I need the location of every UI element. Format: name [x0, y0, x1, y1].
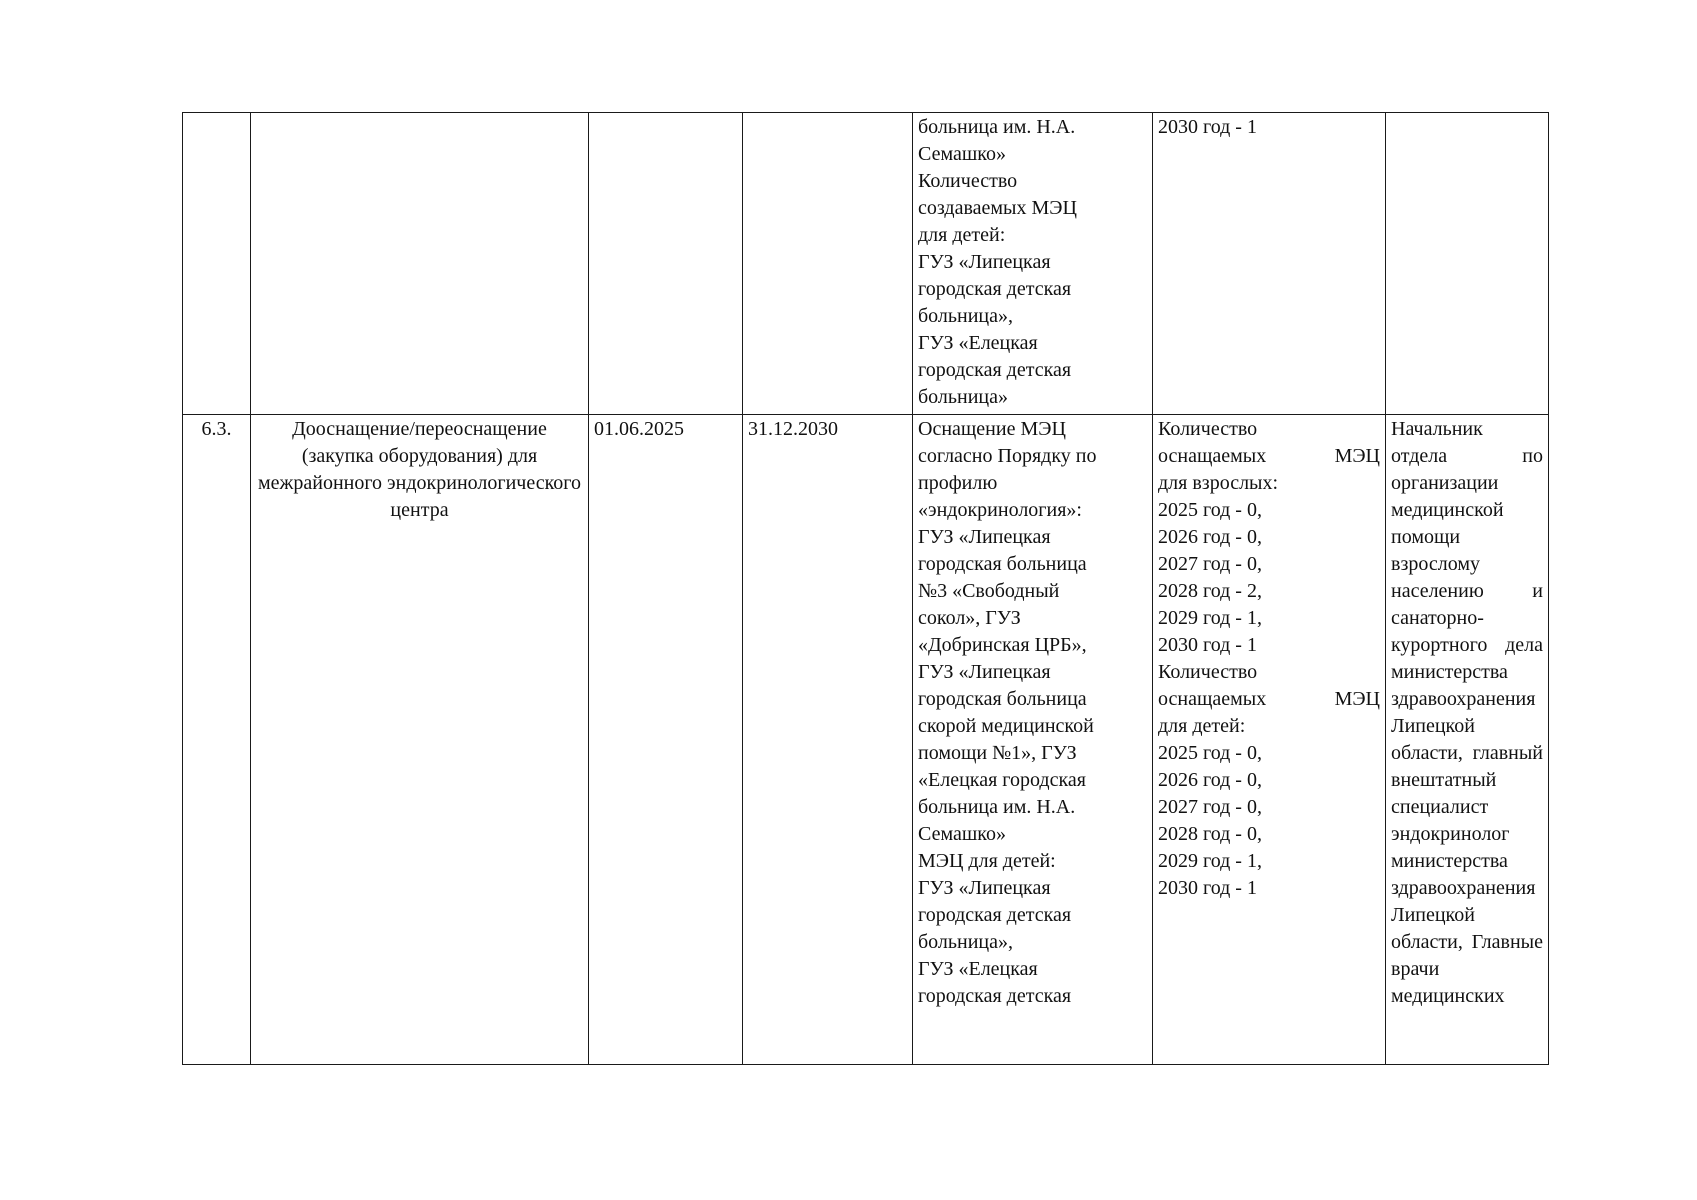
children-label-line-3: для детей: [1158, 715, 1246, 737]
measures-table [182, 112, 1549, 1065]
activity-cell [251, 113, 589, 415]
children-label-line-1 [1158, 659, 1380, 686]
children-label-word: оснащаемых [1158, 688, 1267, 710]
indicators-cell: 2030 год - 1 [1153, 113, 1386, 415]
row-number-cell: 6.3. [183, 415, 251, 1065]
children-label-line-2 [1158, 686, 1380, 713]
adults-label-line-2 [1158, 443, 1380, 470]
adults-label-text: Количество [1158, 418, 1258, 440]
description-cell: больница им. Н.А. Семашко» Количество создаваемых МЭЦ для детей: ГУЗ «Липецкая городская детская больница», ГУЗ «Елецкая городская детская больница» [913, 113, 1153, 415]
children-years: 2025 год - 0, 2026 год - 0, 2027 год - 0, 2028 год - 0, 2029 год - 1, 2030 год - 1 [1158, 742, 1262, 899]
start-date-cell [589, 113, 743, 415]
activity-cell: Дооснащение/переоснащение (закупка оборудования) для межрайонного эндокринологического центра [251, 415, 589, 1065]
adults-label-line-3: для взрослых: [1158, 472, 1279, 494]
indicators-cell [1153, 415, 1386, 1065]
end-date-cell: 31.12.2030 [743, 415, 913, 1065]
adults-label-line-1 [1158, 416, 1380, 443]
start-date-cell: 01.06.2025 [589, 415, 743, 1065]
adults-years: 2025 год - 0, 2026 год - 0, 2027 год - 0, 2028 год - 2, 2029 год - 1, 2030 год - 1 [1158, 499, 1262, 656]
children-label-text: Количество [1158, 661, 1258, 683]
children-label-abbr: МЭЦ [1334, 688, 1380, 710]
adults-label-abbr: МЭЦ [1334, 445, 1380, 467]
adults-label-word: оснащаемых [1158, 445, 1267, 467]
end-date-cell [743, 113, 913, 415]
table-row [183, 415, 1549, 1065]
table-row [183, 113, 1549, 415]
description-cell: Оснащение МЭЦ согласно Порядку по профилю «эндокринология»: ГУЗ «Липецкая городская больница №3 «Свободный сокол», ГУЗ «Добринская ЦРБ», ГУЗ «Липецкая городская больница скорой медицинской помощи №1», ГУЗ «Елецкая городская больница им. Н.А. Семашко» МЭЦ для детей: ГУЗ «Липецкая городская детская больница», ГУЗ «Елецкая городская детская [913, 415, 1153, 1065]
row-number-cell [183, 113, 251, 415]
responsible-cell [1386, 113, 1549, 415]
responsible-cell: Начальник отдела по организации медицинской помощи взрослому населению и санаторно-курортного дела министерства здравоохранения Липецкой области, главный внештатный специалист эндокринолог министерства здравоохранения Липецкой области, Главные врачи медицинских [1386, 415, 1549, 1065]
